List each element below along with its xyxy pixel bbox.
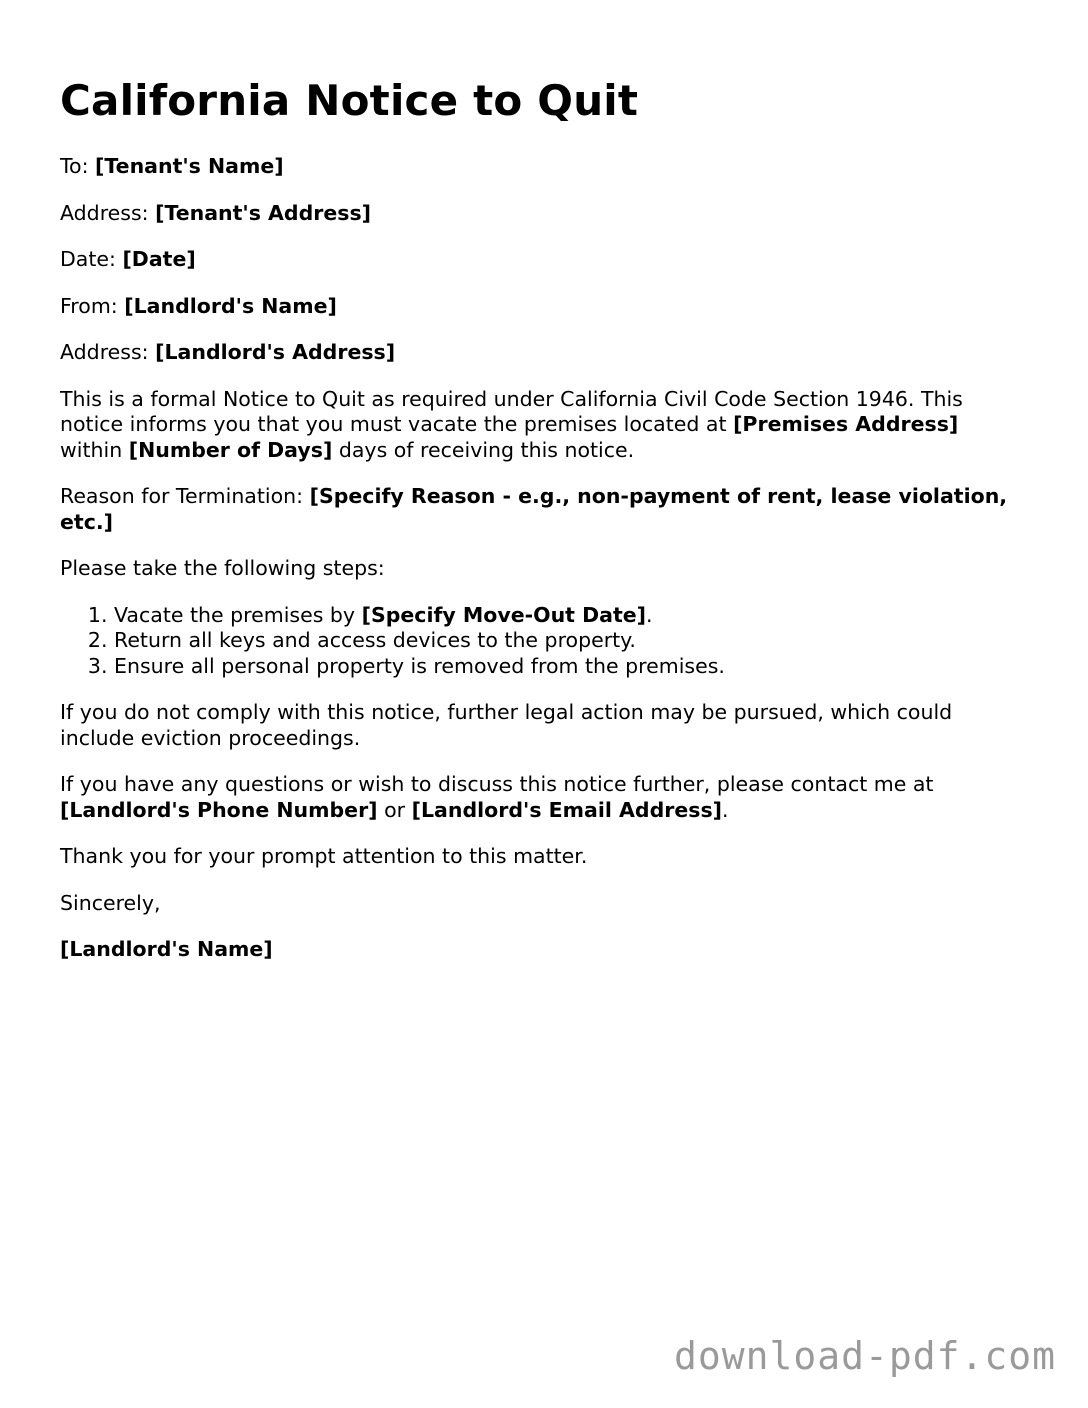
reason-label: Reason for Termination: (60, 484, 304, 508)
intro-paragraph (60, 387, 1020, 464)
contact-paragraph (60, 772, 1020, 823)
signature-name: [Landlord's Name] (60, 937, 273, 961)
from-line (60, 294, 1020, 320)
contact-text: If you have any questions or wish to discuss this notice further, please contact me at (60, 772, 934, 796)
signature (60, 937, 1020, 963)
document-title: California Notice to Quit (60, 76, 639, 125)
compliance-paragraph: If you do not comply with this notice, further legal action may be pursued, which could include eviction proceedings. (60, 700, 953, 750)
landlord-address-line (60, 340, 1020, 366)
steps-intro: Please take the following steps: (60, 556, 385, 580)
premises-address: [Premises Address] (733, 412, 959, 436)
step-1-suffix: . (646, 602, 653, 627)
intro-text-2: within (60, 437, 123, 462)
step-2-text: Return all keys and access devices to the property. (114, 628, 636, 652)
number-of-days: [Number of Days] (128, 437, 333, 462)
contact-suffix: . (722, 797, 729, 822)
tenant-name: [Tenant's Name] (95, 154, 284, 178)
date-label: Date: (60, 247, 116, 271)
thanks-paragraph: Thank you for your prompt attention to this matter. (60, 844, 588, 868)
to-line (60, 154, 1020, 180)
step-1-text: Vacate the premises by (114, 602, 356, 627)
date-value: [Date] (122, 247, 196, 271)
watermark: download-pdf.com (673, 1334, 1056, 1378)
tenant-address: [Tenant's Address] (155, 200, 372, 225)
steps-list (60, 603, 1020, 680)
landlord-address: [Landlord's Address] (155, 340, 396, 364)
landlord-name: [Landlord's Name] (124, 293, 337, 318)
landlord-phone: [Landlord's Phone Number] (60, 797, 378, 822)
from-label: From: (60, 293, 118, 318)
reason-paragraph (60, 484, 1020, 535)
tenant-address-label: Address: (60, 200, 149, 225)
tenant-address-line (60, 201, 1020, 227)
intro-text-3: days of receiving this notice. (338, 437, 635, 462)
closing: Sincerely, (60, 890, 161, 915)
contact-or: or (384, 797, 406, 822)
reason-value: [Specify Reason - e.g., non-payment of rent, lease violation, etc.] (60, 484, 1008, 534)
to-label: To: (60, 154, 89, 178)
landlord-address-label: Address: (60, 340, 149, 364)
landlord-email: [Landlord's Email Address] (411, 797, 723, 822)
list-item (114, 628, 1020, 654)
date-line (60, 247, 1020, 273)
move-out-date: [Specify Move-Out Date] (361, 602, 647, 627)
document-page (60, 0, 1020, 963)
step-3-text: Ensure all personal property is removed from the premises. (114, 653, 725, 678)
intro-text-1: This is a formal Notice to Quit as required under California Civil Code Section 1946. This notice informs you that you must vacate the premises located at (60, 386, 963, 436)
list-item (114, 603, 1020, 629)
list-item (114, 654, 1020, 680)
